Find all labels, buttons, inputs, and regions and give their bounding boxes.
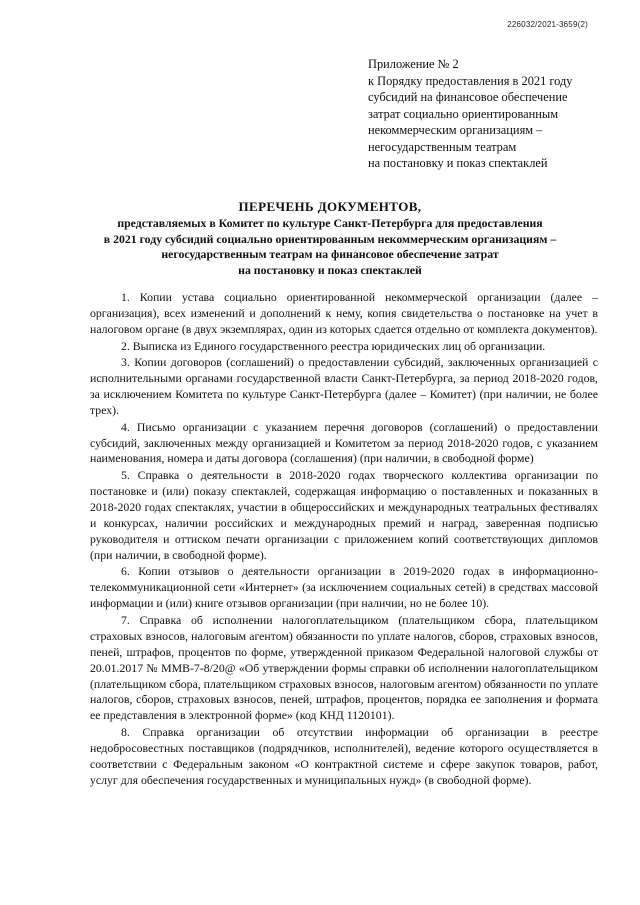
document-title — [60, 198, 600, 278]
appendix-line: негосударственным театрам — [368, 139, 517, 154]
appendix-line: к Порядку предоставления в 2021 году — [368, 73, 573, 88]
appendix-line: некоммерческим организациям – — [368, 123, 543, 137]
list-item: 1. Копии устава социально ориентированной некоммерческой организации (далее – организация), всех изменений и дополнений к нему, копия свидетельства о постановке на учет в налоговом органе (в двух экземплярах, один из которых сдается отдельно от комплекта документов). — [90, 290, 598, 336]
list-item: 3. Копии договоров (соглашений) о предоставлении субсидий, заключенных организацией с исполнительными органами государственной власти Санкт-Петербурга, за период 2018-2020 годов, за исключением Комитета по культуре Санкт-Петербурга (далее – Комитет) (при наличии, не более трех). — [90, 355, 598, 417]
list-item: 2. Выписка из Единого государственного реестра юридических лиц об организации. — [121, 338, 546, 353]
list-item: 6. Копии отзывов о деятельности организации в 2019-2020 годах в информационно-телекоммуникационной сети «Интернет» (за исключением социальных сетей) в средствах массовой информации и (или) книге отзывов организации (при наличии, но не более 10). — [90, 564, 598, 611]
document-body — [90, 290, 598, 789]
title-sub-line: в 2021 году субсидий социально ориентированным некоммерческим организациям – — [103, 231, 557, 246]
title-sub-line: представляемых в Комитет по культуре Санкт-Петербурга для предоставления — [117, 216, 543, 230]
appendix-block — [368, 56, 608, 172]
appendix-line: Приложение № 2 — [368, 57, 459, 71]
title-main: ПЕРЕЧЕНЬ ДОКУМЕНТОВ, — [238, 199, 422, 214]
appendix-line: затрат социально ориентированным — [368, 106, 559, 121]
title-sub-line: негосударственным театрам на финансовое обеспечение затрат — [161, 247, 499, 262]
appendix-line: субсидий на финансовое обеспечение — [368, 90, 568, 104]
list-item: 4. Письмо организации с указанием перечня договоров (соглашений) о предоставлении субсидий, заключенных между организацией и Комитетом за период 2018-2020 годов, с указанием наименования, номера и даты договора (соглашения) (при наличии, в свободной форме) — [90, 419, 598, 466]
list-item: 5. Справка о деятельности в 2018-2020 годах творческого коллектива организации по постановке и (или) показу спектаклей, содержащая информацию о поставленных и показанных в 2018-2020 годах спектаклях, участии в общероссийских и международных театральных фестивалях и конкурсах, наличии российских и международных премий и наград, заверенная подписью руководителя и оттиском печати организации с приложением копий соответствующих дипломов (при наличии, в свободной форме). — [90, 468, 598, 562]
title-sub-line: на постановку и показ спектаклей — [238, 262, 422, 277]
document-id: 226032/2021-3659(2) — [507, 20, 588, 29]
list-item: 7. Справка об исполнении налогоплательщиком (плательщиком сбора, плательщиком страховых взносов, налоговым агентом) обязанности по уплате налогов, сборов, страховых взносов, пеней, штрафов, процентов по форме, утвержденной приказом Федеральной налоговой службы от 20.01.2017 № ММВ-7-8/20@ «Об утверждении формы справки об исполнении налогоплательщиком (плательщиком сбора, плательщиком страховых взносов, налоговым агентом) обязанности по уплате налогов, сборов, страховых взносов, пеней, штрафов, процентов, порядка ее заполнения и формата ее представления в электронной форме» (код КНД 1120101). — [90, 612, 599, 723]
list-item: 8. Справка организации об отсутствии информации об организации в реестре недобросовестных поставщиков (подрядчиков, исполнителей), ведение которого осуществляется в соответствии с Федеральным законом «О контрактной системе и сфере закупок товаров, работ, услуг для обеспечения государственных и муниципальных нужд» (в свободной форме). — [90, 725, 598, 787]
appendix-line: на постановку и показ спектаклей — [368, 156, 548, 170]
